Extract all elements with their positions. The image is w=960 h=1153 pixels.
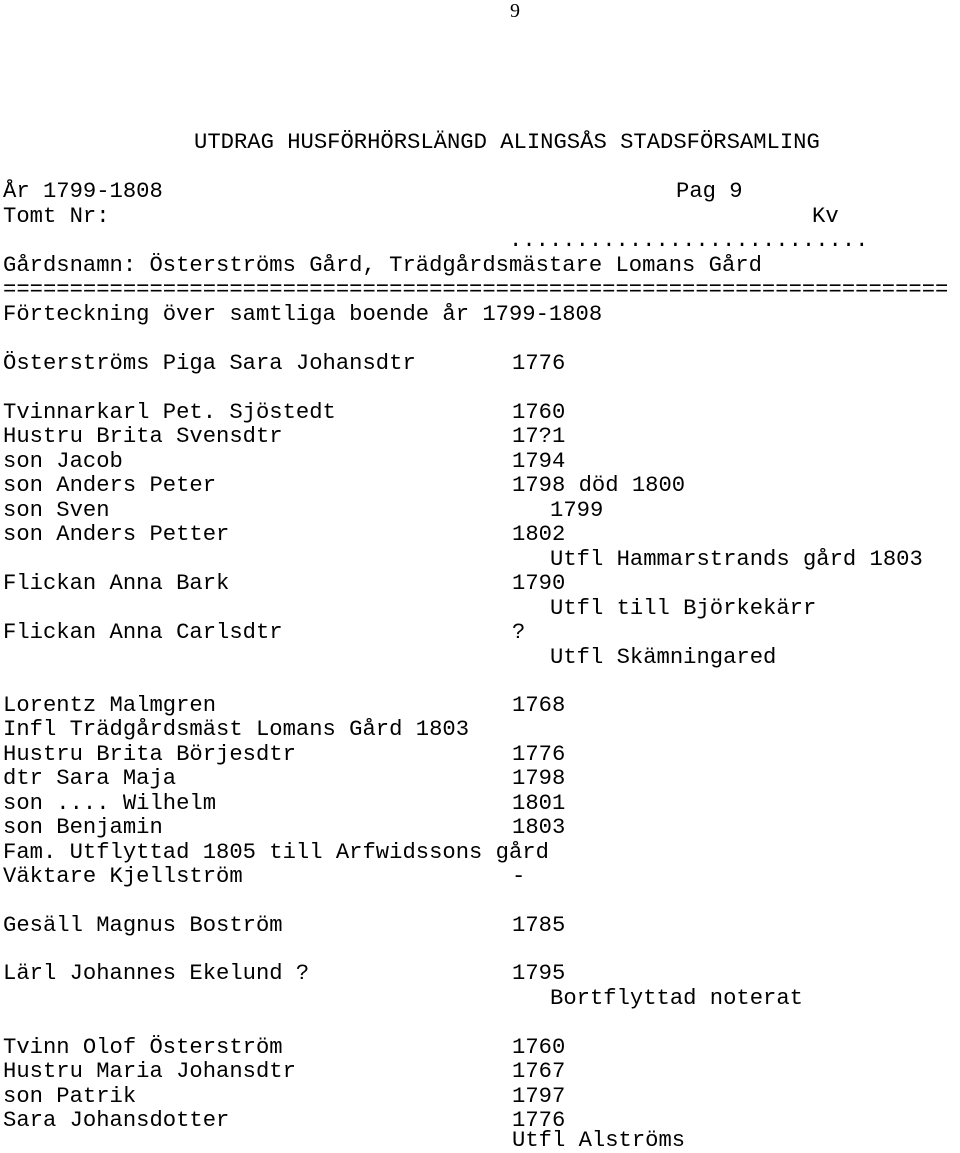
- entry-note: Utfl Alströms: [512, 1128, 686, 1153]
- entry-year: 1801: [512, 791, 566, 816]
- entry-year: 1767: [512, 1059, 566, 1084]
- entry-name: Österströms Piga Sara Johansdtr: [3, 351, 416, 376]
- entry-name: Tvinnarkarl Pet. Sjöstedt: [3, 400, 336, 425]
- entry-year: 1795: [512, 961, 566, 986]
- entry-name: dtr Sara Maja: [3, 766, 177, 791]
- entry-name: Hustru Maria Johansdtr: [3, 1059, 296, 1084]
- entry-year: ?: [512, 620, 526, 645]
- entry-year: 1798: [512, 766, 566, 791]
- entry-year: 1803: [512, 815, 566, 840]
- entry-name: Infl Trädgårdsmäst Lomans Gård 1803: [3, 717, 470, 742]
- document-title: UTDRAG HUSFÖRHÖRSLÄNGD ALINGSÅS STADSFÖRSAMLING: [194, 130, 820, 155]
- entry-year: 1794: [512, 449, 566, 474]
- page-label: Pag 9: [676, 179, 743, 204]
- entry-name: son .... Wilhelm: [3, 791, 217, 816]
- gardsnamn: Gårdsnamn: Österströms Gård, Trädgårdsmästare Lomans Gård: [3, 253, 762, 278]
- entry-name: Flickan Anna Bark: [3, 571, 230, 596]
- entry-name: son Jacob: [3, 449, 123, 474]
- forteckning-heading: Förteckning över samtliga boende år 1799-1808: [3, 302, 603, 327]
- entry-name: son Sven: [3, 498, 110, 523]
- entry-year: 1785: [512, 913, 566, 938]
- entry-name: Väktare Kjellström: [3, 864, 243, 889]
- entry-note: Utfl till Björkekärr: [550, 596, 817, 621]
- entry-year: 1776: [512, 351, 566, 376]
- entry-note: Bortflyttad noterat: [550, 986, 803, 1011]
- entry-name: son Patrik: [3, 1084, 137, 1109]
- entry-name: Tvinn Olof Österström: [3, 1035, 283, 1060]
- entry-name: son Anders Peter: [3, 473, 217, 498]
- entry-year: 1798 död 1800: [512, 473, 686, 498]
- entry-name: Hustru Brita Svensdtr: [3, 424, 283, 449]
- tomt-label: Tomt Nr:: [3, 204, 110, 229]
- entry-note: Utfl Skämningared: [550, 645, 777, 670]
- entry-year: 1768: [512, 693, 566, 718]
- year-range: År 1799-1808: [3, 179, 163, 204]
- entry-year: 1797: [512, 1084, 566, 1109]
- entry-name: Flickan Anna Carlsdtr: [3, 620, 283, 645]
- entry-year: 17?1: [512, 424, 566, 449]
- entry-name: son Benjamin: [3, 815, 163, 840]
- entry-year: 1776: [512, 1108, 566, 1133]
- entry-name: Hustru Brita Börjesdtr: [3, 742, 296, 767]
- entry-year: 1802: [512, 522, 566, 547]
- dotted-line: ...........................: [509, 228, 869, 253]
- entry-year: 1760: [512, 1035, 566, 1060]
- entry-name: son Anders Petter: [3, 522, 230, 547]
- kv-label: Kv: [812, 204, 839, 229]
- entry-name: Sara Johansdotter: [3, 1108, 230, 1133]
- entry-year: -: [512, 864, 526, 889]
- entry-year: 1760: [512, 400, 566, 425]
- entry-name: Lärl Johannes Ekelund ?: [3, 961, 310, 986]
- entry-year: 1776: [512, 742, 566, 767]
- entry-note: Utfl Hammarstrands gård 1803: [550, 547, 923, 572]
- separator-rule: =======================================================================: [3, 277, 949, 302]
- page-number: 9: [510, 0, 520, 22]
- entry-name: Gesäll Magnus Boström: [3, 913, 283, 938]
- entry-name: Lorentz Malmgren: [3, 693, 217, 718]
- entry-year: 1790: [512, 571, 566, 596]
- entry-name: Fam. Utflyttad 1805 till Arfwidssons gård: [3, 840, 549, 865]
- entry-year: 1799: [550, 498, 604, 523]
